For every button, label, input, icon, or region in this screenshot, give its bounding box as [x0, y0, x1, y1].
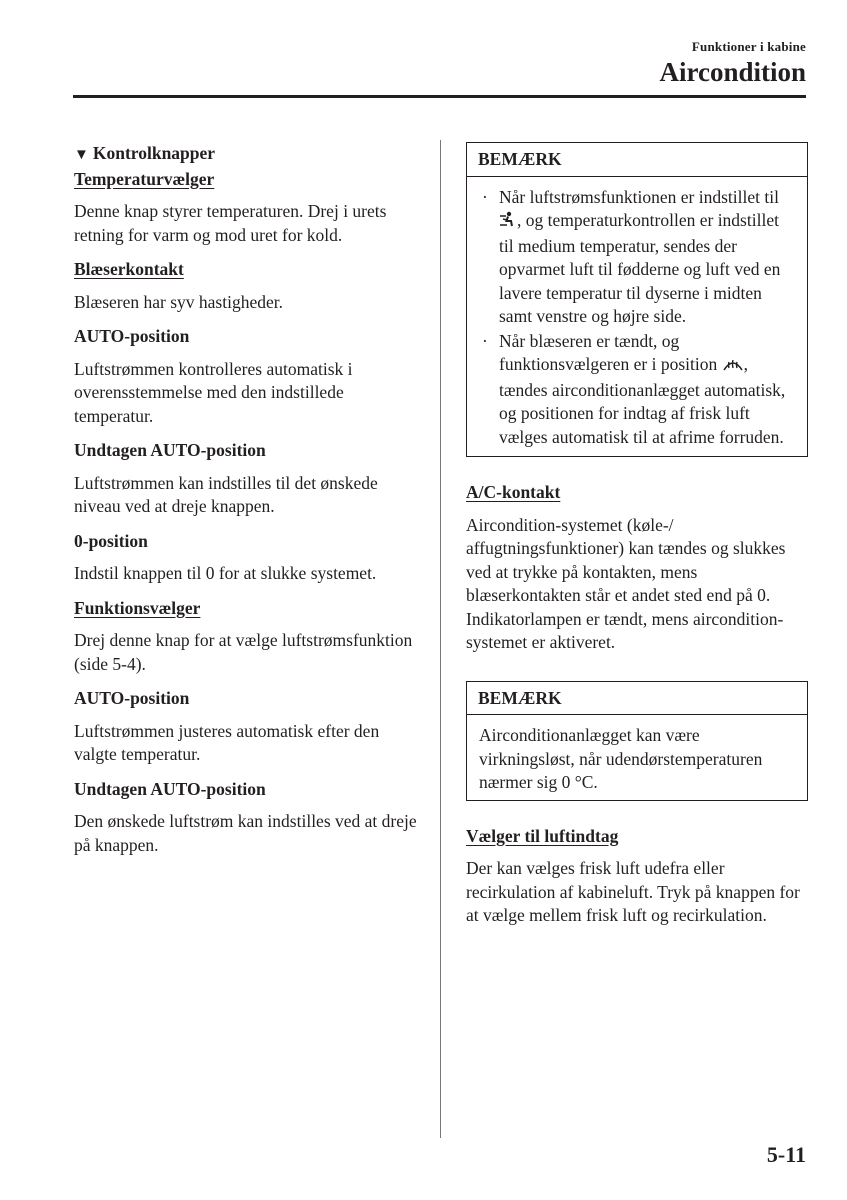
fan-switch-heading: Blæserkontakt	[74, 259, 184, 279]
header-divider	[73, 95, 806, 98]
fan-auto-heading: AUTO-position	[74, 326, 190, 346]
note-item-text: Når blæseren er tændt, og funktionsvælgeren er i position , tændes airconditionanlægget automatisk, og positionen for indtag af frisk luft vælges automatisk til at afrime forruden.	[499, 330, 786, 447]
left-column	[74, 142, 424, 868]
note-body	[467, 715, 807, 800]
air-intake-text: Der kan vælges frisk luft udefra eller recirkulation af kabineluft. Tryk på knappen for at vælge mellem frisk luft og recirkulation.	[466, 858, 800, 925]
bullet: ·	[482, 330, 488, 351]
note-item	[479, 330, 797, 450]
fan-switch-text: Blæseren har syv hastigheder.	[74, 291, 283, 312]
mode-manual-heading: Undtagen AUTO-position	[74, 778, 266, 799]
fan-manual-text: Luftstrømmen kan indstilles til det ønskede niveau ved at dreje knappen.	[74, 472, 378, 516]
bullet: ·	[482, 186, 488, 207]
fan-auto-text: Luftstrømmen kontrolleres automatisk i overensstemmelse med den indstillede temperatur.	[74, 358, 353, 426]
fan-zero-text: Indstil knappen til 0 for at slukke systemet.	[74, 563, 377, 583]
note-item	[479, 186, 797, 329]
right-column	[466, 142, 808, 939]
note-text: Airconditionanlægget kan være virkningsløst, når udendørstemperaturen nærmer sig 0 °C.	[479, 725, 763, 792]
note-title: BEMÆRK	[467, 682, 807, 716]
mode-manual-text: Den ønskede luftstrøm kan indstilles ved at dreje på knappen.	[74, 811, 417, 855]
mode-auto-text: Luftstrømmen justeres automatisk efter den valgte temperatur.	[74, 720, 380, 764]
column-divider	[440, 140, 441, 1138]
page-number: 5-11	[766, 1142, 806, 1167]
ac-indicator-text: Indikatorlampen er tændt, mens aircondition-systemet er aktiveret.	[466, 608, 784, 652]
windshield-defroster-icon	[722, 355, 744, 379]
temperature-selector-text: Denne knap styrer temperaturen. Drej i urets retning for varm og mod uret for kold.	[74, 201, 387, 245]
fan-zero-heading: 0-position	[74, 530, 148, 551]
section-heading	[74, 142, 424, 168]
note-box	[466, 142, 808, 457]
face-and-floor-vent-icon	[499, 211, 517, 235]
page-title: Aircondition	[659, 57, 806, 87]
section-heading-text: Kontrolknapper	[92, 143, 216, 163]
mode-selector-heading: Funktionsvælger	[74, 597, 201, 618]
fan-manual-heading: Undtagen AUTO-position	[74, 440, 266, 460]
air-intake-heading: Vælger til luftindtag	[466, 825, 619, 846]
note-item-text: Når luftstrømsfunktionen er indstillet til , og temperaturkontrollen er indstillet til medium temperatur, sendes der opvarmet luft til fødderne og luft ved en lavere temperatur til dyserne i midten samt venstre og højre side.	[499, 186, 781, 326]
mode-auto-heading: AUTO-position	[74, 688, 190, 708]
ac-switch-text: Aircondition-systemet (køle-/ affugtningsfunktioner) kan tændes og slukkes ved at trykke på kontakten, mens blæserkontakten står et andet sted end på 0.	[466, 514, 786, 605]
section-label: Funktioner i kabine	[691, 39, 806, 54]
temperature-selector-heading: Temperaturvælger	[74, 168, 215, 189]
note-box	[466, 681, 808, 801]
down-triangle-icon: ▼	[74, 147, 89, 163]
mode-selector-text: Drej denne knap for at vælge luftstrømsfunktion (side 5-4).	[74, 630, 413, 674]
note-title: BEMÆRK	[467, 143, 807, 177]
ac-switch-heading: A/C-kontakt	[466, 482, 561, 502]
note-body	[467, 177, 807, 457]
